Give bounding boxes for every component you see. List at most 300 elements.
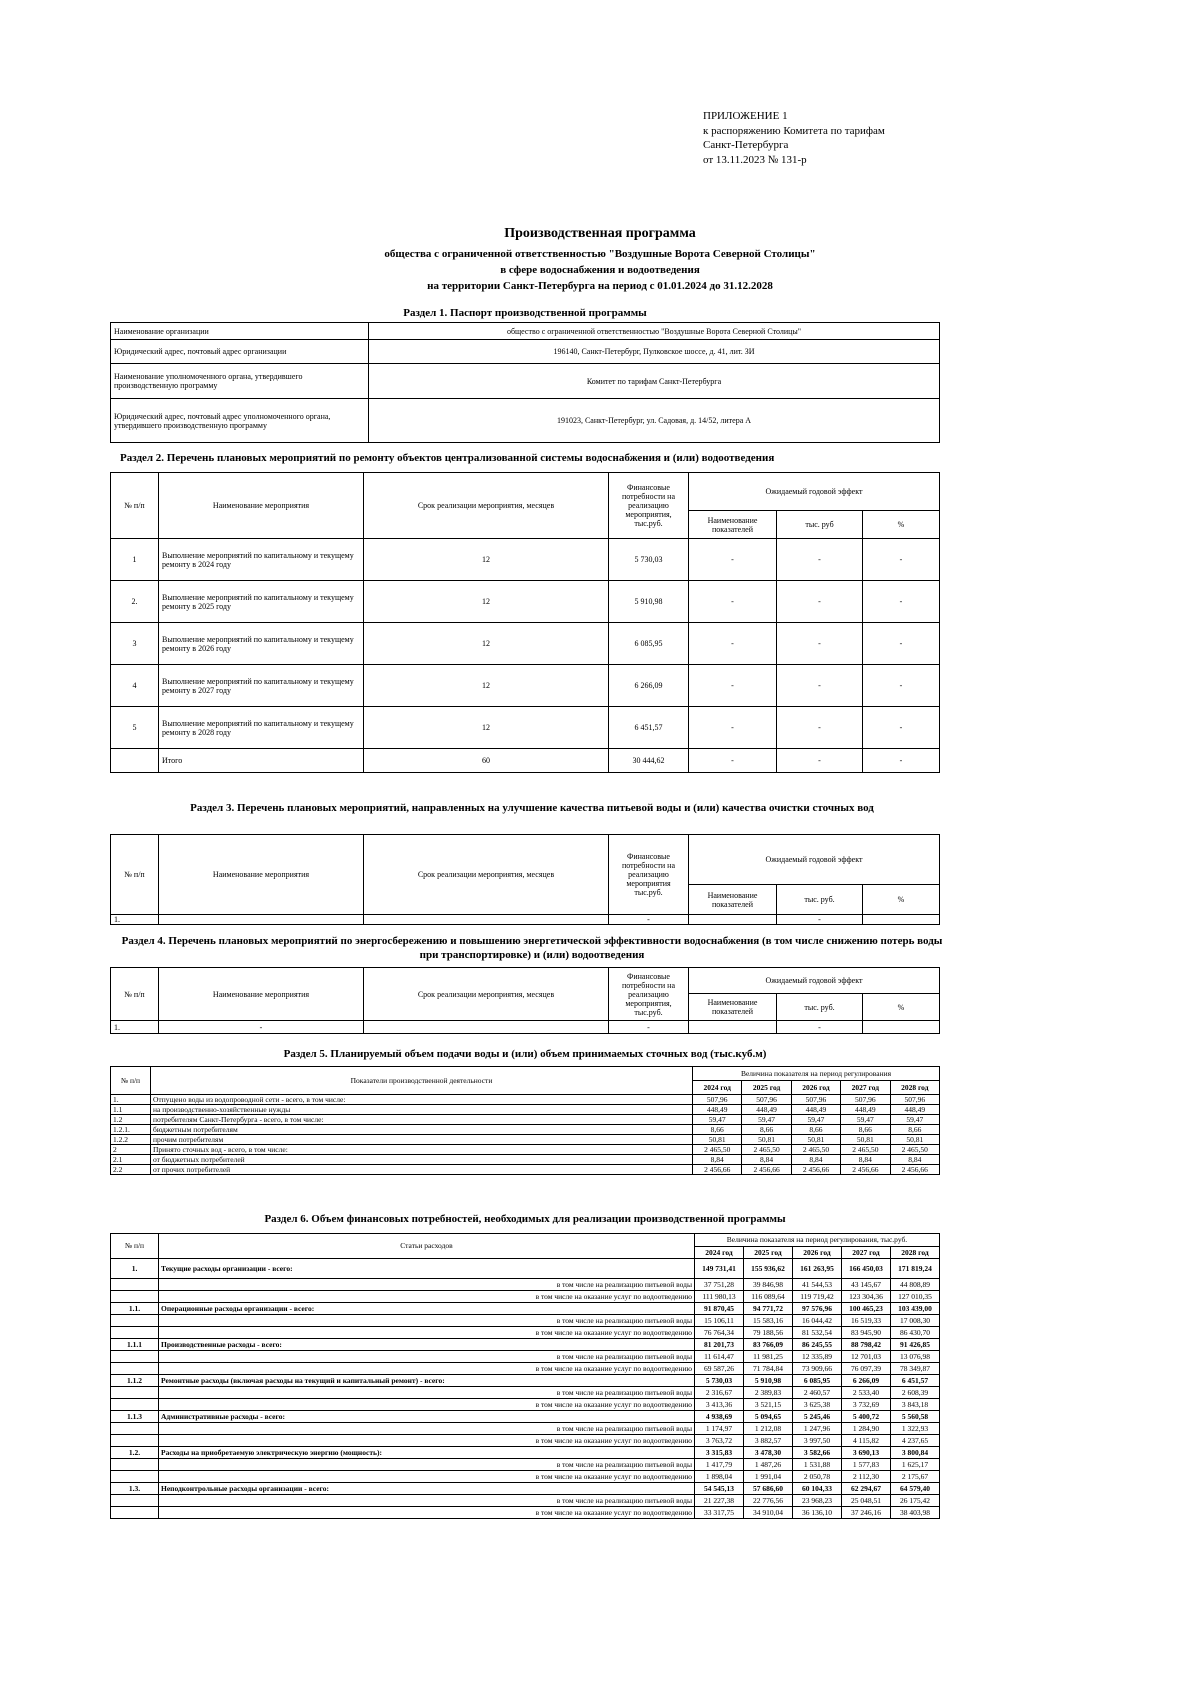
- table-row: [111, 1315, 940, 1327]
- cell-value: 15 106,11: [695, 1315, 744, 1327]
- cell-value: 78 349,87: [891, 1363, 940, 1375]
- cell-indicator: -: [689, 581, 777, 623]
- cell-value: 8,66: [693, 1125, 742, 1135]
- cell-value: 59,47: [693, 1115, 742, 1125]
- subtitle-line: на территории Санкт-Петербурга на период с 01.01.2024 до 31.12.2028: [427, 280, 773, 292]
- cell-value: 116 089,64: [744, 1291, 793, 1303]
- col-header-num: № п/п: [111, 968, 159, 1021]
- cell-num: [111, 1363, 159, 1375]
- cell-value: 111 980,13: [695, 1291, 744, 1303]
- cell-value: 26 175,42: [891, 1495, 940, 1507]
- cell-num: 1.: [111, 1021, 159, 1034]
- col-header-effect: Ожидаемый годовой эффект: [689, 473, 940, 511]
- cell-num: 4: [111, 665, 159, 707]
- table-row: [111, 1115, 940, 1125]
- cell-num: 1.1.2: [111, 1375, 159, 1387]
- table-header-row: [111, 473, 940, 511]
- cell-name: бюджетным потребителям: [151, 1125, 693, 1135]
- cell-name: Отпущено воды из водопроводной сети - всего, в том числе:: [151, 1095, 693, 1105]
- cell-value: 3 582,66: [793, 1447, 842, 1459]
- table-row: [111, 1351, 940, 1363]
- cell-value: 448,49: [742, 1105, 791, 1115]
- col-header-group: Величина показателя на период регулирования: [693, 1067, 940, 1081]
- cell-value: 73 909,66: [793, 1363, 842, 1375]
- cell-name: от бюджетных потребителей: [151, 1155, 693, 1165]
- cell-value: 3 997,50: [793, 1435, 842, 1447]
- cell-finance: 5 730,03: [609, 539, 689, 581]
- cell-value: 3 625,38: [793, 1399, 842, 1411]
- document-title: Производственная программа: [504, 226, 696, 241]
- table-row: [111, 340, 940, 364]
- cell-value: 83 766,09: [744, 1339, 793, 1351]
- cell-period: 12: [364, 707, 609, 749]
- table-row: [111, 399, 940, 443]
- cell-indicator: [689, 915, 777, 925]
- col-header-effect: Ожидаемый годовой эффект: [689, 968, 940, 994]
- cell-value: 71 784,84: [744, 1363, 793, 1375]
- cell-value: 17 008,30: [891, 1315, 940, 1327]
- cell-value: 2 608,39: [891, 1387, 940, 1399]
- cell-value: 59,47: [841, 1115, 890, 1125]
- cell-num: [111, 1471, 159, 1483]
- cell-name: Итого: [159, 749, 364, 773]
- cell-value: 59,47: [890, 1115, 939, 1125]
- col-header-num: № п/п: [111, 1067, 151, 1095]
- cell-value: 91 870,45: [695, 1303, 744, 1315]
- cell-value: 81 532,54: [793, 1327, 842, 1339]
- col-header-effect: Ожидаемый годовой эффект: [689, 835, 940, 885]
- cell-value: 37 246,16: [842, 1507, 891, 1519]
- cell-indicator: -: [689, 665, 777, 707]
- cell-value: 8,66: [890, 1125, 939, 1135]
- passport-label: Юридический адрес, почтовый адрес уполномоченного органа, утвердившего производственную программу: [111, 399, 369, 443]
- col-header-num: № п/п: [111, 473, 159, 539]
- section1-table: [110, 322, 940, 443]
- cell-value: 3 315,83: [695, 1447, 744, 1459]
- cell-finance: -: [609, 1021, 689, 1034]
- cell-value: 39 846,98: [744, 1279, 793, 1291]
- cell-value: 2 533,40: [842, 1387, 891, 1399]
- cell-name: от прочих потребителей: [151, 1165, 693, 1175]
- cell-num: [111, 1495, 159, 1507]
- table-row: [111, 1327, 940, 1339]
- cell-num: [111, 1387, 159, 1399]
- cell-num: 2: [111, 1145, 151, 1155]
- cell-name: в том числе на реализацию питьевой воды: [159, 1315, 695, 1327]
- cell-value: 2 316,67: [695, 1387, 744, 1399]
- subtitle-line: в сфере водоснабжения и водоотведения: [500, 264, 700, 276]
- cell-name: в том числе на оказание услуг по водоотведению: [159, 1399, 695, 1411]
- cell-name: в том числе на оказание услуг по водоотведению: [159, 1471, 695, 1483]
- cell-value: 3 732,69: [842, 1399, 891, 1411]
- cell-value: 155 936,62: [744, 1259, 793, 1279]
- col-header-period: Срок реализации мероприятия, месяцев: [364, 835, 609, 915]
- section2-title: Раздел 2. Перечень плановых мероприятий по ремонту объектов централизованной системы водоснабжения и (или) водоотведения: [120, 452, 775, 464]
- cell-value: 97 576,96: [793, 1303, 842, 1315]
- cell-value: 2 175,67: [891, 1471, 940, 1483]
- cell-value: 83 945,90: [842, 1327, 891, 1339]
- section5-table: [110, 1066, 940, 1175]
- cell-name: прочим потребителям: [151, 1135, 693, 1145]
- cell-value: 16 044,42: [793, 1315, 842, 1327]
- cell-period: 12: [364, 539, 609, 581]
- table-row: [111, 539, 940, 581]
- cell-value: 8,84: [791, 1155, 840, 1165]
- cell-name: Расходы на приобретаемую электрическую энергию (мощность):: [159, 1447, 695, 1459]
- cell-value: 6 085,95: [793, 1375, 842, 1387]
- cell-value: 22 776,56: [744, 1495, 793, 1507]
- cell-value: 3 690,13: [842, 1447, 891, 1459]
- cell-value: 448,49: [841, 1105, 890, 1115]
- table-row: [111, 1435, 940, 1447]
- cell-value: 59,47: [791, 1115, 840, 1125]
- cell-name: Производственные расходы - всего:: [159, 1339, 695, 1351]
- cell-num: 5: [111, 707, 159, 749]
- cell-value: 2 456,66: [841, 1165, 890, 1175]
- table-row: [111, 1155, 940, 1165]
- table-row: [111, 1135, 940, 1145]
- col-header-name: Статьи расходов: [159, 1234, 695, 1259]
- cell-value: 5 560,58: [891, 1411, 940, 1423]
- table-row: [111, 665, 940, 707]
- passport-value: 191023, Санкт-Петербург, ул. Садовая, д. 14/52, литера А: [369, 399, 940, 443]
- table-row: [111, 1105, 940, 1115]
- col-header-indicator: Наименование показателей: [689, 511, 777, 539]
- col-header-rub: тыс. руб.: [777, 885, 863, 915]
- cell-num: 1.1.: [111, 1303, 159, 1315]
- cell-value: 171 819,24: [891, 1259, 940, 1279]
- appendix-line: ПРИЛОЖЕНИЕ 1: [703, 110, 788, 122]
- section4-table: [110, 967, 940, 1034]
- col-header-period: Срок реализации мероприятия, месяцев: [364, 473, 609, 539]
- cell-value: 161 263,95: [793, 1259, 842, 1279]
- cell-value: 76 097,39: [842, 1363, 891, 1375]
- cell-num: 1.2: [111, 1115, 151, 1125]
- cell-pct: [863, 1021, 940, 1034]
- table-row: [111, 623, 940, 665]
- passport-value: общество с ограниченной ответственностью "Воздушные Ворота Северной Столицы": [369, 323, 940, 340]
- cell-name: Административные расходы - всего:: [159, 1411, 695, 1423]
- cell-period: 12: [364, 623, 609, 665]
- cell-value: 94 771,72: [744, 1303, 793, 1315]
- cell-value: 15 583,16: [744, 1315, 793, 1327]
- cell-value: 44 808,89: [891, 1279, 940, 1291]
- col-header-indicator: Наименование показателей: [689, 885, 777, 915]
- table-row: [111, 1125, 940, 1135]
- cell-num: 1.1.1: [111, 1339, 159, 1351]
- cell-value: 1 247,96: [793, 1423, 842, 1435]
- table-row: [111, 1165, 940, 1175]
- table-row: [111, 1021, 940, 1034]
- cell-num: 2.1: [111, 1155, 151, 1165]
- cell-value: 1 284,90: [842, 1423, 891, 1435]
- col-header-name: Наименование мероприятия: [159, 835, 364, 915]
- col-header-year: 2024 год: [695, 1247, 744, 1259]
- cell-value: 79 188,56: [744, 1327, 793, 1339]
- col-header-period: Срок реализации мероприятия, месяцев: [364, 968, 609, 1021]
- cell-name: в том числе на реализацию питьевой воды: [159, 1351, 695, 1363]
- passport-label: Наименование организации: [111, 323, 369, 340]
- cell-rub: -: [777, 1021, 863, 1034]
- cell-value: 2 465,50: [890, 1145, 939, 1155]
- section3-table: [110, 834, 940, 925]
- cell-value: 59,47: [742, 1115, 791, 1125]
- table-header-row: [111, 968, 940, 994]
- cell-value: 5 094,65: [744, 1411, 793, 1423]
- cell-finance: 6 266,09: [609, 665, 689, 707]
- col-header-year: 2026 год: [793, 1247, 842, 1259]
- cell-value: 16 519,33: [842, 1315, 891, 1327]
- table-row: [111, 1483, 940, 1495]
- cell-value: 21 227,38: [695, 1495, 744, 1507]
- section6-title: Раздел 6. Объем финансовых потребностей, необходимых для реализации производственной программы: [264, 1213, 786, 1225]
- cell-value: 8,66: [742, 1125, 791, 1135]
- cell-name: Неподконтрольные расходы организации - всего:: [159, 1483, 695, 1495]
- cell-value: 6 451,57: [891, 1375, 940, 1387]
- cell-num: [111, 1315, 159, 1327]
- table-row: [111, 1095, 940, 1105]
- cell-name: в том числе на реализацию питьевой воды: [159, 1495, 695, 1507]
- col-header-pct: %: [863, 511, 940, 539]
- cell-rub: -: [777, 539, 863, 581]
- col-header-year: 2027 год: [842, 1247, 891, 1259]
- table-row: [111, 1507, 940, 1519]
- cell-value: 91 426,85: [891, 1339, 940, 1351]
- col-header-name: Наименование мероприятия: [159, 968, 364, 1021]
- passport-value: Комитет по тарифам Санкт-Петербурга: [369, 364, 940, 399]
- cell-rub: -: [777, 623, 863, 665]
- table-row: [111, 1279, 940, 1291]
- cell-value: 1 212,08: [744, 1423, 793, 1435]
- cell-pct: -: [863, 581, 940, 623]
- cell-name: потребителям Санкт-Петербурга - всего, в том числе:: [151, 1115, 693, 1125]
- cell-num: 1.2.1.: [111, 1125, 151, 1135]
- cell-value: 4 237,65: [891, 1435, 940, 1447]
- cell-value: 37 751,28: [695, 1279, 744, 1291]
- cell-value: 6 266,09: [842, 1375, 891, 1387]
- cell-value: 86 430,70: [891, 1327, 940, 1339]
- table-row: [111, 1303, 940, 1315]
- section5-title: Раздел 5. Планируемый объем подачи воды и (или) объем принимаемых сточных вод (тыс.куб.м): [283, 1048, 767, 1060]
- cell-value: 3 763,72: [695, 1435, 744, 1447]
- cell-pct: -: [863, 623, 940, 665]
- cell-value: 507,96: [791, 1095, 840, 1105]
- cell-finance: 5 910,98: [609, 581, 689, 623]
- cell-finance: 6 451,57: [609, 707, 689, 749]
- cell-value: 2 460,57: [793, 1387, 842, 1399]
- cell-value: 8,66: [841, 1125, 890, 1135]
- cell-name: [159, 915, 364, 925]
- appendix-line: от 13.11.2023 № 131-р: [703, 153, 807, 166]
- cell-num: 3: [111, 623, 159, 665]
- cell-value: 76 764,34: [695, 1327, 744, 1339]
- cell-num: 1.1: [111, 1105, 151, 1115]
- cell-num: [111, 1423, 159, 1435]
- cell-value: 127 010,35: [891, 1291, 940, 1303]
- cell-value: 5 910,98: [744, 1375, 793, 1387]
- cell-name: Выполнение мероприятий по капитальному и текущему ремонту в 2024 году: [159, 539, 364, 581]
- table-row: [111, 364, 940, 399]
- cell-value: 33 317,75: [695, 1507, 744, 1519]
- section2-table: [110, 472, 940, 773]
- passport-label: Наименование уполномоченного органа, утвердившего производственную программу: [111, 364, 369, 399]
- cell-finance: 30 444,62: [609, 749, 689, 773]
- cell-value: 1 487,26: [744, 1459, 793, 1471]
- cell-value: 1 577,83: [842, 1459, 891, 1471]
- cell-value: 4 938,69: [695, 1411, 744, 1423]
- cell-value: 3 521,15: [744, 1399, 793, 1411]
- cell-pct: -: [863, 749, 940, 773]
- cell-num: 1.1.3: [111, 1411, 159, 1423]
- cell-period: 60: [364, 749, 609, 773]
- col-header-indicator: Наименование показателей: [689, 994, 777, 1021]
- cell-pct: -: [863, 707, 940, 749]
- cell-value: 5 730,03: [695, 1375, 744, 1387]
- table-header-row: [111, 835, 940, 885]
- cell-value: 448,49: [693, 1105, 742, 1115]
- table-row: [111, 1399, 940, 1411]
- cell-value: 64 579,40: [891, 1483, 940, 1495]
- cell-value: 2 112,30: [842, 1471, 891, 1483]
- cell-value: 60 104,33: [793, 1483, 842, 1495]
- cell-value: 50,81: [693, 1135, 742, 1145]
- cell-value: 50,81: [841, 1135, 890, 1145]
- cell-name: в том числе на реализацию питьевой воды: [159, 1423, 695, 1435]
- cell-name: Выполнение мероприятий по капитальному и текущему ремонту в 2025 году: [159, 581, 364, 623]
- table-row: [111, 707, 940, 749]
- cell-pct: -: [863, 539, 940, 581]
- col-header-year: 2027 год: [841, 1081, 890, 1095]
- appendix-header: [703, 109, 885, 167]
- section6-table: [110, 1233, 940, 1519]
- cell-num: 1.2.: [111, 1447, 159, 1459]
- cell-name: в том числе на оказание услуг по водоотведению: [159, 1363, 695, 1375]
- table-row: [111, 1459, 940, 1471]
- table-row: [111, 1291, 940, 1303]
- col-header-num: № п/п: [111, 835, 159, 915]
- appendix-line: к распоряжению Комитета по тарифам: [703, 124, 885, 137]
- col-header-pct: %: [863, 885, 940, 915]
- cell-num: [111, 1399, 159, 1411]
- cell-name: Выполнение мероприятий по капитальному и текущему ремонту в 2028 году: [159, 707, 364, 749]
- cell-num: 1.: [111, 1095, 151, 1105]
- cell-rub: -: [777, 749, 863, 773]
- cell-num: 1.: [111, 915, 159, 925]
- cell-value: 69 587,26: [695, 1363, 744, 1375]
- cell-value: 1 322,93: [891, 1423, 940, 1435]
- cell-num: [111, 1459, 159, 1471]
- cell-value: 2 456,66: [693, 1165, 742, 1175]
- cell-value: 1 625,17: [891, 1459, 940, 1471]
- cell-value: 8,84: [742, 1155, 791, 1165]
- cell-value: 119 719,42: [793, 1291, 842, 1303]
- cell-num: [111, 1327, 159, 1339]
- cell-name: Выполнение мероприятий по капитальному и текущему ремонту в 2026 году: [159, 623, 364, 665]
- cell-num: 1.3.: [111, 1483, 159, 1495]
- cell-value: 2 050,78: [793, 1471, 842, 1483]
- col-header-year: 2024 год: [693, 1081, 742, 1095]
- cell-num: [111, 1351, 159, 1363]
- document-subtitle: [0, 246, 1200, 294]
- col-header-name: Показатели производственной деятельности: [151, 1067, 693, 1095]
- table-header-row: [111, 1067, 940, 1081]
- cell-value: 507,96: [841, 1095, 890, 1105]
- cell-value: 11 614,47: [695, 1351, 744, 1363]
- passport-label: Юридический адрес, почтовый адрес организации: [111, 340, 369, 364]
- table-row: [111, 1495, 940, 1507]
- cell-num: [111, 1435, 159, 1447]
- cell-value: 62 294,67: [842, 1483, 891, 1495]
- cell-pct: [863, 915, 940, 925]
- cell-value: 8,84: [841, 1155, 890, 1165]
- cell-value: 100 465,23: [842, 1303, 891, 1315]
- cell-value: 1 417,79: [695, 1459, 744, 1471]
- cell-num: [111, 1507, 159, 1519]
- col-header-year: 2025 год: [742, 1081, 791, 1095]
- cell-value: 3 843,18: [891, 1399, 940, 1411]
- col-header-year: 2028 год: [890, 1081, 939, 1095]
- cell-value: 41 544,53: [793, 1279, 842, 1291]
- cell-value: 86 245,55: [793, 1339, 842, 1351]
- cell-value: 8,84: [693, 1155, 742, 1165]
- cell-value: 2 465,50: [742, 1145, 791, 1155]
- cell-value: 3 800,84: [891, 1447, 940, 1459]
- cell-name: в том числе на реализацию питьевой воды: [159, 1279, 695, 1291]
- cell-rub: -: [777, 707, 863, 749]
- table-row: [111, 323, 940, 340]
- col-header-num: № п/п: [111, 1234, 159, 1259]
- cell-value: 2 465,50: [693, 1145, 742, 1155]
- cell-value: 507,96: [742, 1095, 791, 1105]
- col-header-year: 2028 год: [891, 1247, 940, 1259]
- section3-title: Раздел 3. Перечень плановых мероприятий, направленных на улучшение качества питьевой воды и (или) качества очистки сточных вод: [190, 802, 874, 814]
- cell-value: 2 389,83: [744, 1387, 793, 1399]
- cell-indicator: -: [689, 539, 777, 581]
- cell-value: 2 465,50: [791, 1145, 840, 1155]
- cell-value: 57 686,60: [744, 1483, 793, 1495]
- table-row: [111, 1259, 940, 1279]
- cell-value: 11 981,25: [744, 1351, 793, 1363]
- cell-value: 38 403,98: [891, 1507, 940, 1519]
- cell-pct: -: [863, 665, 940, 707]
- cell-period: [364, 915, 609, 925]
- cell-name: Ремонтные расходы (включая расходы на текущий и капитальный ремонт) - всего:: [159, 1375, 695, 1387]
- cell-period: [364, 1021, 609, 1034]
- cell-finance: -: [609, 915, 689, 925]
- section1-title: Раздел 1. Паспорт производственной программы: [403, 307, 647, 319]
- cell-period: 12: [364, 665, 609, 707]
- col-header-rub: тыс. руб.: [777, 994, 863, 1021]
- section4-title: Раздел 4. Перечень плановых мероприятий по энергосбережению и повышению энергетической эффективности водоснабжения (в том числе снижению потерь воды при транспортировке) и (или) водоотведения: [121, 935, 943, 961]
- table-row: [111, 1387, 940, 1399]
- cell-name: на производственно-хозяйственные нужды: [151, 1105, 693, 1115]
- cell-rub: -: [777, 915, 863, 925]
- table-header-row: [111, 1234, 940, 1247]
- cell-value: 1 898,04: [695, 1471, 744, 1483]
- table-row: [111, 1145, 940, 1155]
- cell-indicator: -: [689, 623, 777, 665]
- cell-value: 1 991,04: [744, 1471, 793, 1483]
- cell-num: [111, 749, 159, 773]
- cell-name: -: [159, 1021, 364, 1034]
- cell-name: Текущие расходы организации - всего:: [159, 1259, 695, 1279]
- cell-value: 1 174,97: [695, 1423, 744, 1435]
- cell-value: 12 701,03: [842, 1351, 891, 1363]
- col-header-year: 2025 год: [744, 1247, 793, 1259]
- table-row: [111, 1447, 940, 1459]
- cell-value: 2 465,50: [841, 1145, 890, 1155]
- cell-value: 2 456,66: [791, 1165, 840, 1175]
